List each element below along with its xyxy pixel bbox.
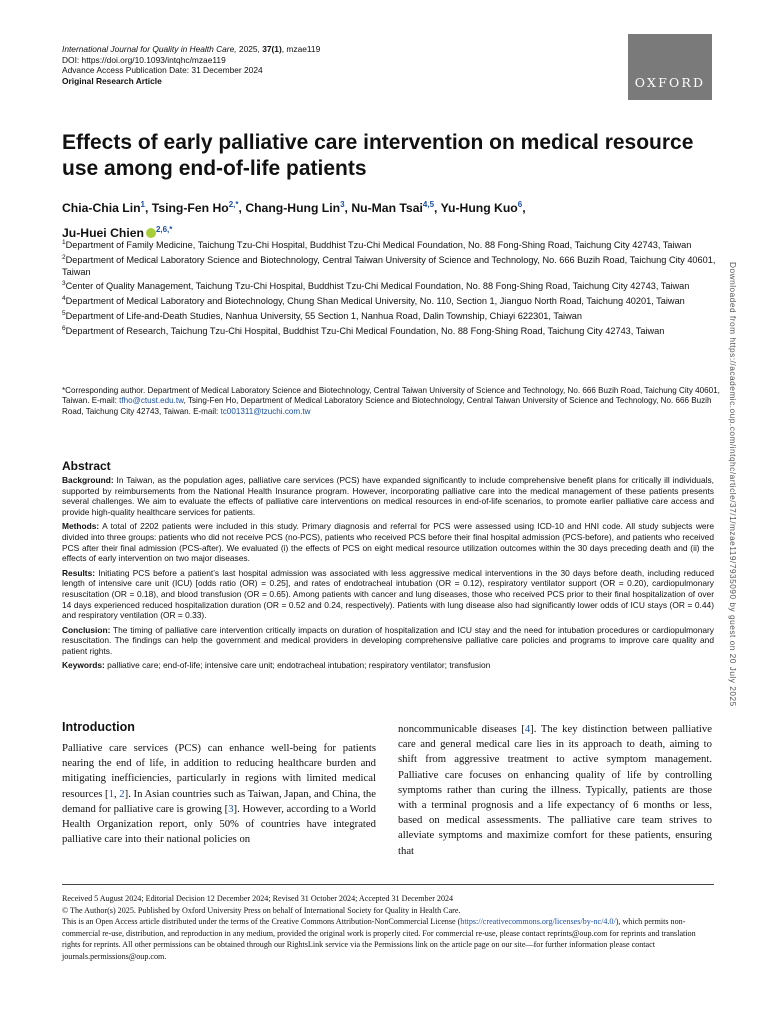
introduction-heading: Introduction (62, 720, 135, 734)
license-link[interactable]: https://creativecommons.org/licenses/by-nc/4.0/ (460, 917, 616, 927)
article-footer (62, 893, 714, 963)
author[interactable]: Tsing-Fen $Ho^{2,*}$ (151, 200, 239, 216)
doi[interactable]: DOI: https://doi.org/10.1093/intqhc/mzae119 (62, 54, 226, 65)
abstract-conclusion: Conclusion: The timing of palliative care intervention critically impacts on duration of hospitalization and ICU stay and the need for intubation procedures or cardiopulmonary resuscitation. The findings can help the government and medical providers in developing comprehensive palliative care policies and programs to improve care quality and patient rights. (62, 624, 714, 657)
email-link[interactable]: tfho@ctust.edu.tw (119, 396, 184, 406)
citation-line: International Journal for Quality in Health Care, 2025, 37(1), mzae119 (62, 44, 321, 54)
article-title: Effects of early palliative care intervention on medical resource use among end-of-life patients (62, 131, 694, 180)
journal-header (62, 44, 562, 86)
copyright-line: © The Author(s) 2025. Published by Oxford University Press on behalf of International Society for Quality in Health Care. (62, 905, 461, 915)
author-affiliation-ref[interactable]: 2,6,* (155, 225, 173, 235)
affiliation: $^5$Department of Life-and-Death Studies, Nanhua University, 55 Section 1, Nanhua Road, Dalin Township, Chiayi 622301, Taiwan (62, 309, 582, 321)
correspondence-note: *Corresponding author. Department of Medical Laboratory Science and Biotechnology, Central Taiwan University of Science and Technology, No. 666 Buzih Road, Taichung City 40601, Taiwan. E-mail: tfho@ctust.edu.tw, Tsing-Fen Ho, Department of Medical Laboratory Science and Biotechnology, Central Taiwan University of Science and Technology, No. 666 Buzih Road, Taichung City 42743, Taiwan. E-mail: tc001311@tzuchi.com.tw (62, 386, 720, 416)
keywords: Keywords: palliative care; end-of-life; intensive care unit; endotracheal intubation; respiratory ventilator; transfusion (62, 660, 491, 671)
introduction-right-column: noncommunicable diseases [4]. The key distinction between palliative care and general medical care lies in its approach to death, aiming to shift from aggressive treatment to active symptom management. Palliative care focuses on enhancing quality of life by controlling symptoms rather than curing the illness. Typically, patients are those with a terminal prognosis and a life expectancy of 6 months or less, based on medical assessments. The palliative care team strives to alleviate symptoms and maximize comfort for these patients, ensuring that (398, 723, 712, 857)
author[interactable]: Nu-Man Tsai$^{4,5}$ (351, 200, 435, 216)
oxford-logo-text: OXFORD (634, 75, 706, 90)
author-affiliation-ref[interactable]: 1 (140, 200, 145, 209)
affiliation: $^3$Center of Quality Management, Taichung Tzu-Chi Hospital, Buddhist Tzu-Chi Medical Foundation, No. 88 Fong-Shing Road, Taichung City 42743, Taiwan (62, 280, 690, 292)
license-text: This is an Open Access article distributed under the terms of the Creative Commons Attribution-NonCommercial License (https://creativecommons.org/licenses/by-nc/4.0/), which permits non-commercial re-use, distribution, and reproduction in any medium, provided the original work is properly cited. For commercial re-use, please contact reprints@oup.com for reprints and translation rights for reprints. All other permissions can be obtained through our RightsLink service via the Permissions link on the article page on our site—for further information please contact journals.permissions@oup.com. (62, 917, 696, 961)
abstract-heading: Abstract (62, 459, 111, 473)
advance-access-date: Advance Access Publication Date: 31 December 2024 (62, 65, 263, 76)
citation-ref[interactable]: 2 (119, 787, 125, 800)
affiliation: $^1$Department of Family Medicine, Taichung Tzu-Chi Hospital, Buddhist Tzu-Chi Medical Foundation, No. 88 Fong-Shing Road, Taichung City 42743, Taiwan (62, 239, 692, 251)
author-list: Chia-Chia Lin$^1$, Tsing-Fen $Ho^{2,*}$, Chang-Hung Lin$^3$, Nu-Man Tsai$^{4,5}$, Yu-Hung Kuo$^6$, Ju-Huei Chien $^{2,6,*}$ (62, 200, 526, 241)
volume: 37(1) (262, 44, 282, 54)
affiliation: $^2$Department of Medical Laboratory Science and Biotechnology, Central Taiwan University of Science and Technology, No. 666 Buzih Road, Taichung City 40601, Taiwan (62, 253, 716, 277)
abstract-body (62, 475, 714, 674)
author[interactable]: Ju-Huei Chien $^{2,6,*}$ (62, 225, 173, 241)
abstract-methods: Methods: A total of 2202 patients were included in this study. Primary diagnosis and referral for PCS were assessed using ICD-10 and HNI code. All study subjects were divided into three groups: patients who did not receive PCS (no-PCS), patients who received PCS before their final hospital admission (PCS-before), and patients who received PCS after their final admission (PCS-after). We evaluated (i) the effects of PCS on eight medical resource utilization outcomes within the 30 days preceding death and (ii) the effects of early intervention on two major diseases. (62, 521, 714, 564)
author-affiliation-ref[interactable]: 3 (340, 200, 345, 209)
citation-ref[interactable]: 3 (228, 802, 234, 815)
introduction-left-column: Palliative care services (PCS) can enhance well-being for patients nearing the end of life, in addition to reducing healthcare burden and mitigating inefficiencies, particularly in regions with limited medical resources [1, 2]. In Asian countries such as Taiwan, Japan, and China, the demand for palliative care is growing [3]. However, according to a World Health Organization report, only 50% of countries have integrated palliative care into their national policies on (62, 742, 377, 846)
author-affiliation-ref[interactable]: 6 (517, 200, 523, 209)
author-affiliation-ref[interactable]: 2,* (228, 200, 239, 209)
journal-name: International Journal for Quality in Health Care, (62, 44, 237, 54)
author[interactable]: Chia-Chia Lin$^1$ (62, 200, 145, 216)
affiliations (62, 237, 722, 337)
article-type: Original Research Article (62, 75, 162, 86)
author[interactable]: Yu-Hung Kuo$^6$ (440, 200, 523, 216)
email-link[interactable]: tc001311@tzuchi.com.tw (220, 406, 311, 416)
affiliation: $^4$Department of Medical Laboratory and Biotechnology, Chung Shan Medical University, No. 110, Section 1, Jianguo North Road, Taichung 40201, Taiwan (62, 295, 685, 307)
author-affiliation-ref[interactable]: 4,5 (422, 200, 435, 209)
citation-ref[interactable]: 1 (108, 787, 114, 800)
citation-ref[interactable]: 4 (524, 723, 531, 735)
dates-line: Received 5 August 2024; Editorial Decision 12 December 2024; Revised 31 October 2024; Accepted 31 December 2024 (62, 894, 454, 903)
download-watermark (728, 262, 750, 762)
abstract-background: Background: In Taiwan, as the population ages, palliative care services (PCS) have expanded significantly to include comprehensive benefit plans for critically ill individuals, supported by reimbursements from the National Health Insurance program. However, incorporating palliative care into the medical management of these patients presents several challenges. We aim to evaluate the effects of palliative care interventions on medical resources in end-of-life scenarios, to promote earlier palliative care access and provide high-quality healthcare services for patients. (62, 475, 714, 518)
oxford-logo[interactable] (628, 34, 712, 100)
affiliation: $^6$Department of Research, Taichung Tzu-Chi Hospital, Buddhist Tzu-Chi Medical Foundation, No. 88 Fong-Shing Road, Taichung City 42743, Taiwan (62, 324, 665, 336)
author[interactable]: Chang-Hung Lin$^3$ (245, 200, 345, 216)
abstract-results: Results: Initiating PCS before a patient’s last hospital admission was associated with less aggressive medical interventions in the 30 days before death, including reduced length of intensive care unit (ICU) [odds ratio (OR) = 0.25], and rates of endotracheal intubation (OR = 0.12), respiratory ventilator support (OR = 0.20), cardiopulmonary resuscitation (OR = 0.18), and blood transfusion (OR = 0.65). Among patients with cancer and lung diseases, those who received PCS prior to their final hospitalization of over 14 days experienced reduced hospitalization duration (OR = 0.52 and 0.24, respectively). Patients with lung disease also had significantly lower odds of ICU stays (OR = 0.44) and respiratory ventilation (OR = 0.33). (62, 567, 714, 621)
footer-divider (62, 884, 714, 885)
download-watermark-text: Downloaded from https://academic.oup.com/intqhc/article/37/1/mzae119/7935090 by guest on 20 July 2025 (728, 262, 738, 707)
